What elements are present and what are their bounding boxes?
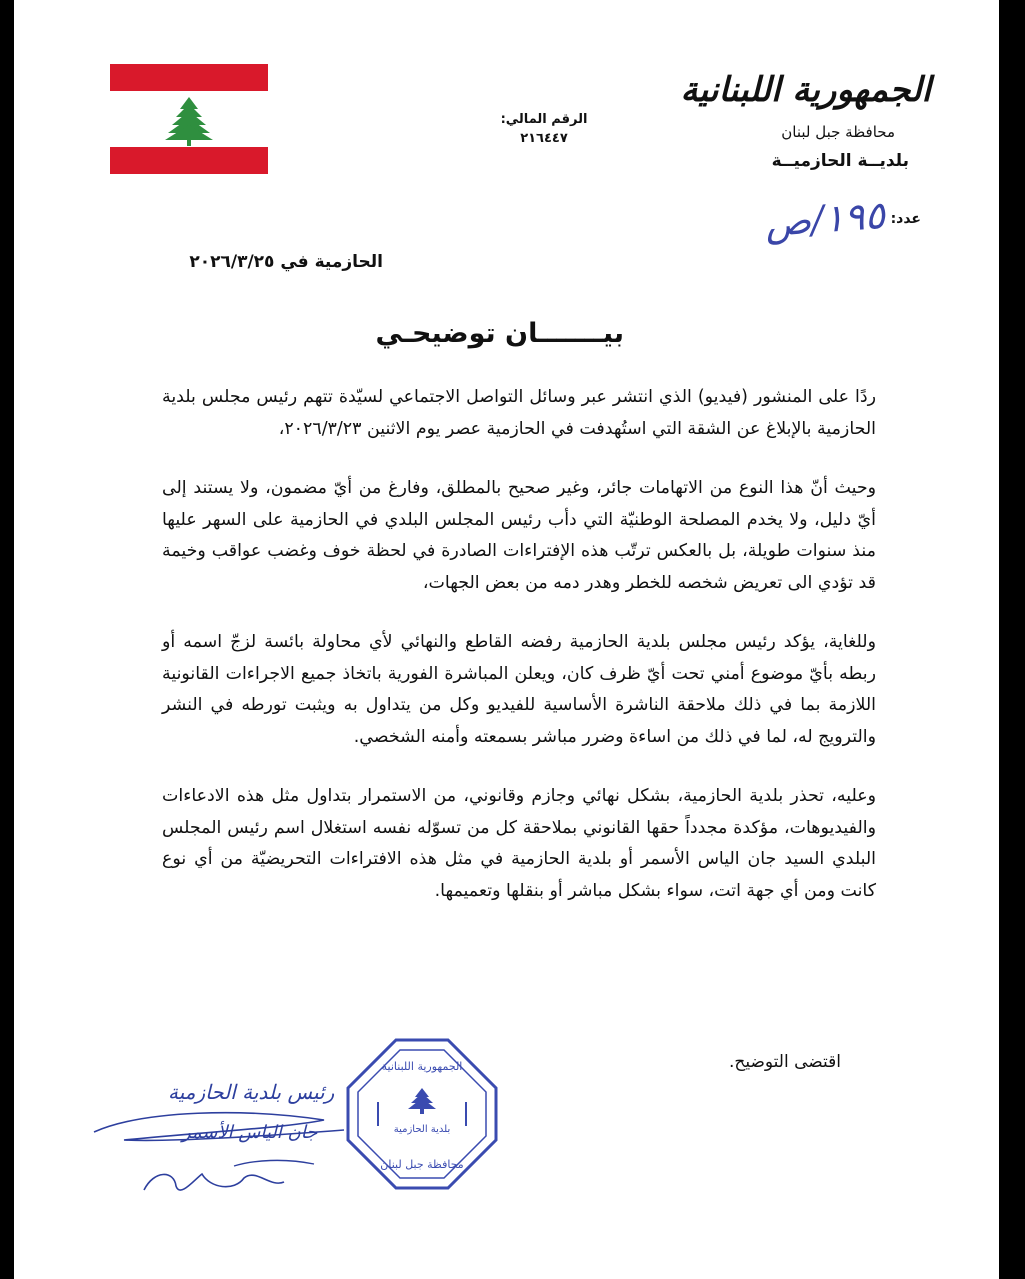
stamp-middle-text: بلدية الحازمية <box>393 1124 451 1135</box>
governorate-line: محافظة جبل لبنان <box>781 123 895 142</box>
stamp-top-text: الجمهورية اللبنانية <box>381 1060 463 1073</box>
financial-number-label: الرقم المالي: <box>500 112 588 127</box>
paragraph-3: وللغاية، يؤكد رئيس مجلس بلدية الحازمية رفضه القاطع والنهائي لأي محاولة بائسة لزجّ اسمه أو ربطه بأيّ موضوع أمني تحت أيّ ظرف كان، ويعلن المباشرة الفورية باتخاذ جميع الاجراءات القانونية اللازمة بما في ذلك ملاحقة الناشرة الأساسية للفيديو وكل من يتداول به ويثبت تورطه في النشر والترويج له، لما في ذلك من اساءة وضرر مباشر بسمعته وأمنه الشخصي. <box>162 632 876 747</box>
municipality-line: بلديــة الحازميــة <box>771 151 909 172</box>
signature-block <box>84 1070 364 1220</box>
reference-label: عدد: <box>890 211 921 227</box>
page-title: بيـــــــان توضيحـي <box>375 318 624 349</box>
paragraph-2: وحيث أنّ هذا النوع من الاتهامات جائر، وغير صحيح بالمطلق، وفارغ من أيّ مضمون، ولا يستند إلى أيّ دليل، ولا يخدم المصلحة الوطنيّة التي دأب رئيس المجلس البلدي في الحازمية على السهر عليها منذ سنوات طويلة، بل بالعكس ترتّب هذه الإفتراءات الصادرة في لحظة خوف وغضب عواقب وخيمة قد تؤدي الى تعريض شخصه للخطر وهدر دمه من بعض الجهات، <box>162 478 876 593</box>
closing-line: اقتضى التوضيح. <box>728 1052 841 1072</box>
stamp-lettering <box>344 1036 500 1192</box>
financial-number-block <box>484 112 604 146</box>
letterhead <box>680 70 931 172</box>
lebanese-flag-icon <box>110 64 268 174</box>
signatory-title: رئيس بلدية الحازمية <box>168 1080 335 1104</box>
scan-border-left <box>0 0 14 1279</box>
reference-number <box>763 192 921 246</box>
paragraph-4: وعليه، تحذر بلدية الحازمية، بشكل نهائي وجازم وقانوني، من الاستمرار بتداول مثل هذه الادعاءات والفيديوهات، مؤكدة مجدداً حقها القانوني بملاحقة كل من تسوّله نفسه استغلال اسم رئيس المجلس البلدي السيد جان الياس الأسمر أو بلدية الحازمية في مثل هذه الافتراءات التحريضيّة من أي نوع كانت ومن أي جهة اتت، سواء بشكل مباشر أو بنقلها وتعميمها. <box>162 786 876 901</box>
stamp-bottom-text: محافظة جبل لبنان <box>380 1158 464 1171</box>
paragraph-1: ردًا على المنشور (فيديو) الذي انتشر عبر وسائل التواصل الاجتماعي لسيّدة تتهم رئيس مجلس بلدية الحازمية بالإبلاغ عن الشقة التي استُهدفت في الحازمية عصر يوم الاثنين ٢٠٢٦/٣/٢٣، <box>162 387 876 439</box>
statement-body <box>162 382 876 935</box>
signatory-name: جان الياس الأسمر <box>182 1122 318 1143</box>
scan-border-right <box>999 0 1025 1279</box>
reference-value: ١٩٥/ص <box>763 192 886 246</box>
scan-border-gap <box>991 0 999 1279</box>
financial-number-value: ٢١٦٤٤٧ <box>520 131 568 146</box>
date-line: الحازمية في ٢٠٢٦/٣/٢٥ <box>189 252 383 272</box>
document-page <box>14 0 991 1279</box>
official-stamp <box>344 1036 500 1192</box>
republic-heading: الجمهورية اللبنانية <box>680 70 931 110</box>
